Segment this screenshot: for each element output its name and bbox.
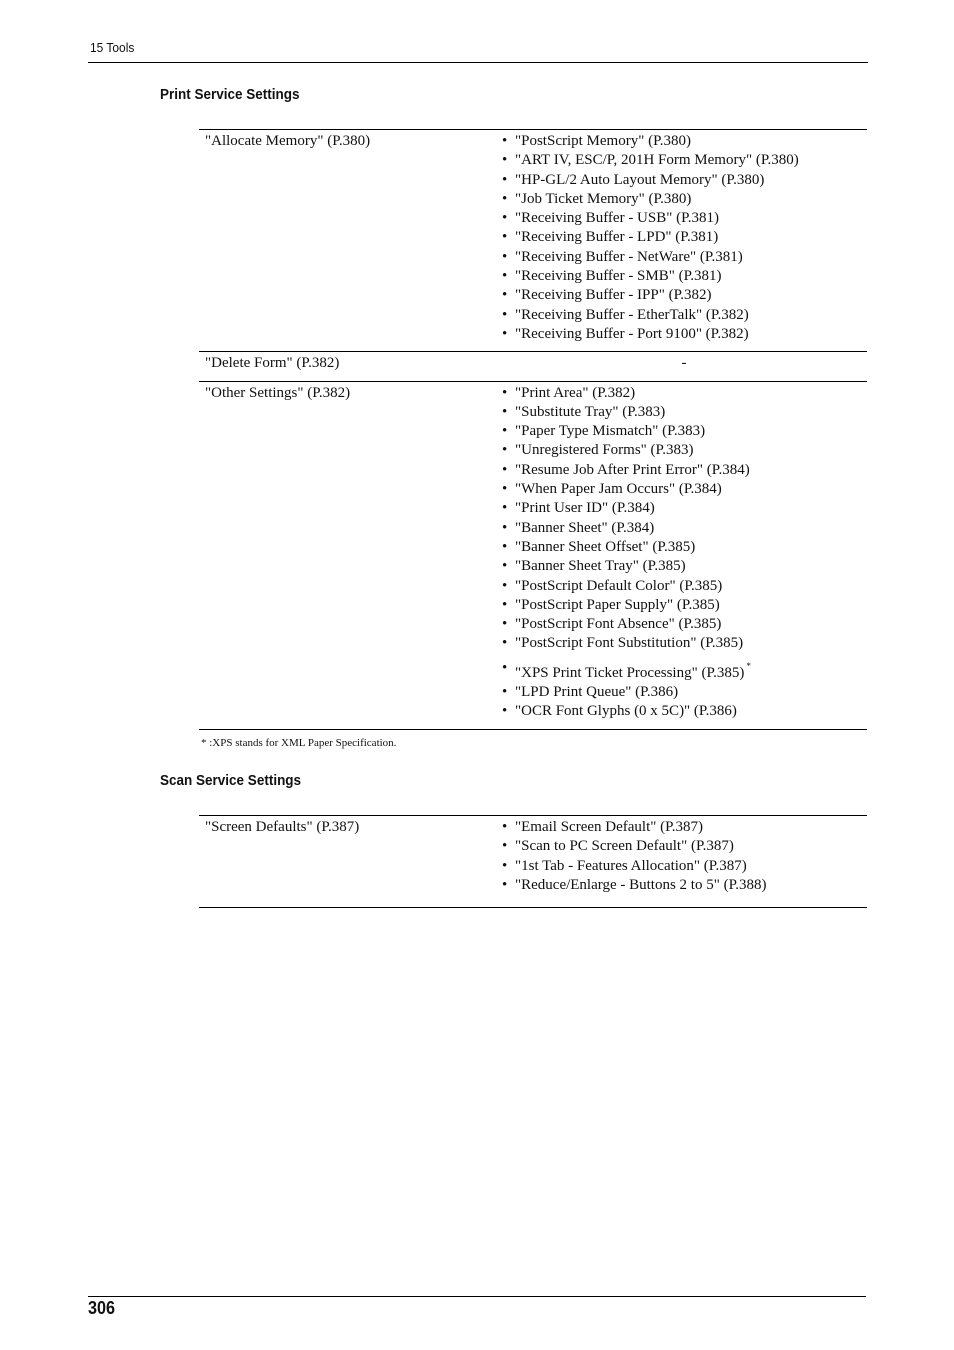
list-item: • "Paper Type Mismatch" (P.383) bbox=[501, 422, 867, 441]
setting-items bbox=[501, 130, 867, 352]
setting-name: "Allocate Memory" (P.380) bbox=[199, 130, 501, 352]
list-item: • "Banner Sheet Offset" (P.385) bbox=[501, 538, 867, 557]
list-item: • "Receiving Buffer - NetWare" (P.381) bbox=[501, 248, 867, 267]
list-item: • "OCR Font Glyphs (0 x 5C)" (P.386) bbox=[501, 702, 867, 721]
table-row bbox=[199, 130, 867, 352]
list-item: • "Banner Sheet Tray" (P.385) bbox=[501, 557, 867, 576]
table-row bbox=[199, 816, 867, 908]
list-item: • "Email Screen Default" (P.387) bbox=[501, 818, 867, 837]
list-item: • "PostScript Font Substitution" (P.385) bbox=[501, 634, 867, 653]
list-item: • "PostScript Paper Supply" (P.385) bbox=[501, 596, 867, 615]
list-item: • "Receiving Buffer - USB" (P.381) bbox=[501, 209, 867, 228]
list-item: • "PostScript Font Absence" (P.385) bbox=[501, 615, 867, 634]
setting-name: "Delete Form" (P.382) bbox=[199, 352, 501, 381]
list-item: • "Banner Sheet" (P.384) bbox=[501, 519, 867, 538]
list-item: • "LPD Print Queue" (P.386) bbox=[501, 683, 867, 702]
print-service-settings-table bbox=[199, 129, 867, 730]
footnote: * :XPS stands for XML Paper Specification. bbox=[201, 737, 397, 749]
list-item: • "1st Tab - Features Allocation" (P.387) bbox=[501, 857, 867, 876]
running-header-chapter: 15 Tools bbox=[90, 40, 135, 55]
list-item: • "Receiving Buffer - IPP" (P.382) bbox=[501, 286, 867, 305]
list-item: • "PostScript Default Color" (P.385) bbox=[501, 577, 867, 596]
footnote-marker: * bbox=[746, 660, 751, 671]
scan-service-settings-table bbox=[199, 815, 867, 908]
list-item-text: "XPS Print Ticket Processing" (P.385) bbox=[515, 664, 745, 681]
list-item: • "Receiving Buffer - Port 9100" (P.382) bbox=[501, 325, 867, 344]
list-item: • "Scan to PC Screen Default" (P.387) bbox=[501, 837, 867, 856]
list-item: • "When Paper Jam Occurs" (P.384) bbox=[501, 480, 867, 499]
list-item: • "PostScript Memory" (P.380) bbox=[501, 132, 867, 151]
setting-name: "Screen Defaults" (P.387) bbox=[199, 816, 501, 908]
header-rule bbox=[88, 62, 868, 63]
list-item: • "Unregistered Forms" (P.383) bbox=[501, 441, 867, 460]
list-item: • "Receiving Buffer - EtherTalk" (P.382) bbox=[501, 306, 867, 325]
list-item: • "Print User ID" (P.384) bbox=[501, 499, 867, 518]
scan-service-settings-title: Scan Service Settings bbox=[160, 772, 302, 789]
setting-items bbox=[501, 816, 867, 908]
setting-items bbox=[501, 381, 867, 729]
table-row bbox=[199, 381, 867, 729]
list-item: • "Receiving Buffer - LPD" (P.381) bbox=[501, 228, 867, 247]
footer-rule bbox=[88, 1296, 866, 1297]
setting-name: "Other Settings" (P.382) bbox=[199, 381, 501, 729]
table-row bbox=[199, 352, 867, 381]
list-item: • "Reduce/Enlarge - Buttons 2 to 5" (P.388) bbox=[501, 876, 867, 895]
setting-value: - bbox=[501, 352, 867, 381]
print-service-settings-title: Print Service Settings bbox=[160, 86, 300, 103]
list-item: • "Resume Job After Print Error" (P.384) bbox=[501, 461, 867, 480]
list-item bbox=[501, 659, 867, 683]
list-item: • "HP-GL/2 Auto Layout Memory" (P.380) bbox=[501, 171, 867, 190]
list-item: • "Receiving Buffer - SMB" (P.381) bbox=[501, 267, 867, 286]
page-number: 306 bbox=[88, 1298, 116, 1318]
list-item: • "Print Area" (P.382) bbox=[501, 384, 867, 403]
list-item: • "ART IV, ESC/P, 201H Form Memory" (P.380) bbox=[501, 151, 867, 170]
list-item: • "Substitute Tray" (P.383) bbox=[501, 403, 867, 422]
list-item: • "Job Ticket Memory" (P.380) bbox=[501, 190, 867, 209]
